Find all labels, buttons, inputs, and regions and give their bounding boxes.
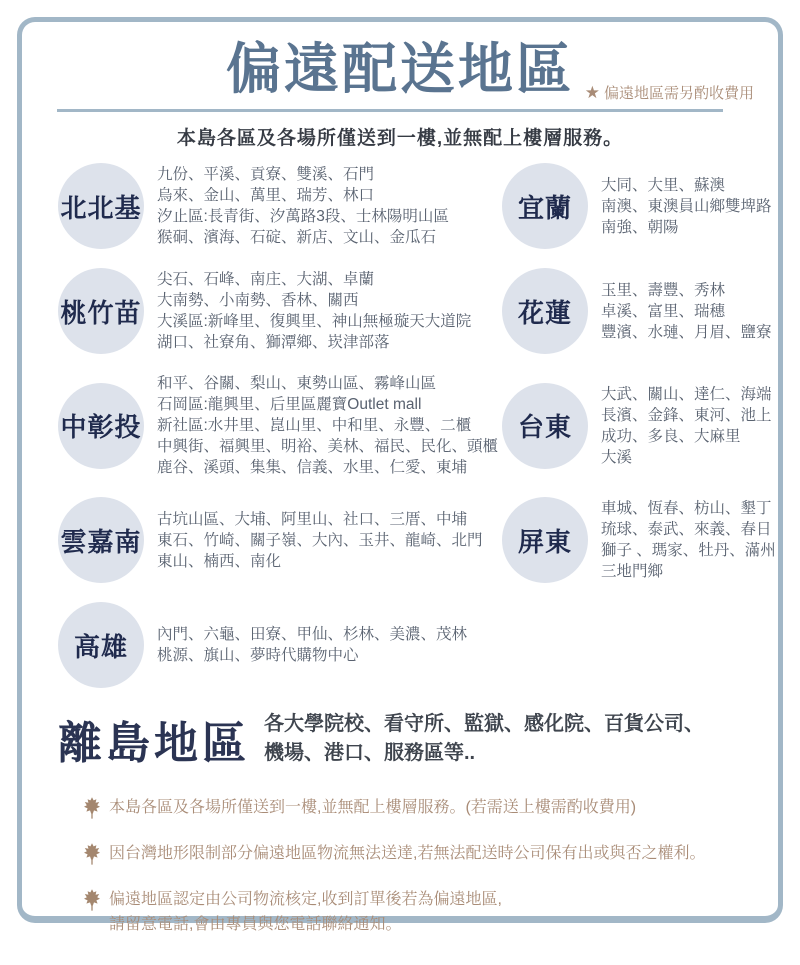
area-line: 南強、朝陽 [601, 218, 679, 236]
region-kaohsiung [58, 602, 502, 688]
area-line: 大同、大里、蘇澳 [601, 176, 726, 194]
region-taozhumiao [58, 268, 502, 354]
area-line: 九份、平溪、貢寮、雙溪、石門 [157, 166, 375, 184]
area-line: 成功、多良、大麻里 [601, 427, 741, 445]
area-line: 尖石、石峰、南庄、大湖、卓蘭 [157, 271, 375, 289]
region-badge: 桃竹苗 [58, 268, 144, 354]
leaf-icon [84, 843, 100, 870]
region-areas [157, 509, 483, 572]
area-line: 桃源、旗山、夢時代購物中心 [157, 647, 359, 665]
fee-note [585, 82, 754, 103]
area-line: 卓溪、富里、瑞穗 [601, 302, 726, 320]
region-row [58, 163, 778, 249]
region-areas [601, 175, 772, 238]
region-badge: 花蓮 [502, 268, 588, 354]
area-line: 獅子 、瑪家、牡丹、滿州 [601, 542, 776, 560]
footnote-line: 本島各區及各場所僅送到一樓,並無配上樓層服務。(若需送上樓需酌收費用) [109, 799, 637, 817]
area-line: 東山、楠西、南化 [157, 552, 282, 570]
footnote-line: 偏遠地區認定由公司物流核定,收到訂單後若為偏遠地區, [109, 891, 502, 909]
area-line: 大南勢、小南勢、香林、關西 [157, 292, 359, 310]
area-line: 三地門鄉 [601, 563, 664, 581]
footnote [84, 887, 778, 937]
area-line: 汐止區:長青街、汐萬路3段、士林陽明山區 [157, 208, 449, 226]
outlying-islands-section [22, 707, 778, 771]
subtitle: 本島各區及各場所僅送到一樓,並無配上樓層服務。 [176, 128, 624, 150]
region-yilan [502, 163, 778, 249]
area-line: 長濱、金鋒、東河、池上 [601, 406, 772, 424]
area-line: 大溪 [601, 448, 633, 466]
header [22, 38, 778, 101]
outlying-islands-title: 離島地區 [58, 719, 250, 769]
area-line: 大溪區:新峰里、復興里、神山無極璇天大道院 [157, 313, 472, 331]
area-line: 玉里、壽豐、秀林 [601, 281, 726, 299]
area-line: 新社區:水井里、崑山里、中和里、永豐、二櫃 [157, 417, 472, 435]
area-line: 東石、竹崎、關子嶺、大內、玉井、龍崎、北門 [157, 531, 483, 549]
area-line: 內門、六龜、田寮、甲仙、杉林、美濃、茂林 [157, 626, 468, 644]
region-row [58, 373, 778, 478]
area-line: 南澳、東澳員山鄉雙埤路 [601, 197, 772, 215]
footnote-line: 請留意電話,會由專員與您電話聯絡通知。 [109, 916, 402, 934]
region-zhongzhangtou [58, 373, 502, 478]
region-yunjianan [58, 497, 502, 583]
area-line: 車城、恆春、枋山、墾丁 [601, 500, 772, 518]
region-row [58, 268, 778, 354]
region-areas [157, 164, 449, 248]
region-badge: 宜蘭 [502, 163, 588, 249]
region-list [22, 163, 778, 688]
region-beibeiji [58, 163, 502, 249]
footnote [84, 841, 778, 870]
area-line: 烏來、金山、萬里、瑞芳、林口 [157, 187, 375, 205]
page-frame [17, 17, 783, 934]
region-areas [157, 269, 471, 353]
region-areas [601, 280, 772, 343]
region-areas [157, 624, 467, 666]
fee-note-text: 偏遠地區需另酌收費用 [603, 85, 754, 103]
region-badge: 雲嘉南 [58, 497, 144, 583]
region-badge: 北北基 [58, 163, 144, 249]
region-badge: 中彰投 [58, 383, 144, 469]
footnotes [22, 795, 778, 937]
footnote [84, 795, 778, 824]
page-title: 偏遠配送地區 [225, 38, 574, 100]
footnote-text [109, 841, 705, 870]
area-line: 各大學院校、看守所、監獄、感化院、百貨公司、 [264, 713, 704, 736]
region-areas [601, 384, 772, 468]
region-badge: 台東 [502, 383, 588, 469]
region-areas [601, 498, 776, 582]
region-taitung [502, 373, 778, 478]
region-row [58, 602, 778, 688]
region-badge: 高雄 [58, 602, 144, 688]
region-row [58, 497, 778, 583]
leaf-icon [84, 889, 100, 937]
star-icon: ★ [584, 82, 600, 102]
area-line: 猴硐、濱海、石碇、新店、文山、金瓜石 [157, 229, 437, 247]
area-line: 琉球、泰武、來義、春日 [601, 521, 772, 539]
area-line: 中興街、福興里、明裕、美林、福民、民化、頭櫃 [157, 438, 499, 456]
area-line: 機場、港口、服務區等.. [264, 742, 476, 765]
leaf-icon [84, 797, 100, 824]
area-line: 湖口、社寮角、獅潭鄉、崁津部落 [157, 334, 390, 352]
footnote-text [109, 887, 502, 937]
area-line: 古坑山區、大埔、阿里山、社口、三厝、中埔 [157, 510, 468, 528]
outlying-islands-areas [264, 710, 704, 768]
footnote-text [109, 795, 636, 824]
area-line: 鹿谷、溪頭、集集、信義、水里、仁愛、東埔 [157, 459, 468, 477]
area-line: 和平、谷關、梨山、東勢山區、霧峰山區 [157, 375, 437, 393]
region-pingtung [502, 497, 778, 583]
area-line: 豐濱、水璉、月眉、鹽寮 [601, 323, 772, 341]
area-line: 大武、關山、達仁、海端 [601, 385, 772, 403]
region-badge: 屏東 [502, 497, 588, 583]
title-divider [57, 109, 723, 112]
region-hualien [502, 268, 778, 354]
region-areas [157, 373, 498, 478]
footnote-line: 因台灣地形限制部分偏遠地區物流無法送達,若無法配送時公司保有出或與否之權利。 [109, 845, 706, 863]
area-line: 石岡區:龍興里、后里區麗寶Outlet mall [157, 396, 422, 414]
